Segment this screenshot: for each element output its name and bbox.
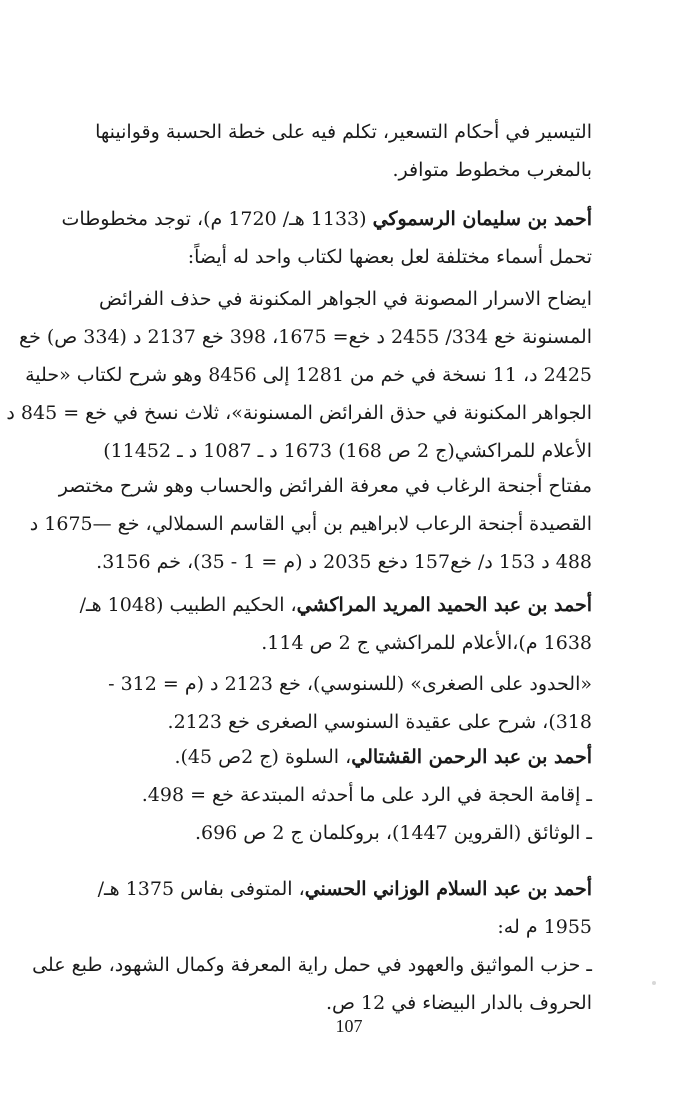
text-line: المسنونة خع 334/ 2455 د خع= 1675، 398 خع 2137 د (334 ص) خع [18,326,592,348]
text-line: تحمل أسماء مختلفة لعل بعضها لكتاب واحد له أيضاً: [187,246,592,268]
text-fragment: ، السلوة (ج 2ص 45). [174,746,352,768]
entry-marrakchi [78,586,618,662]
paragraph-hudud [78,665,618,741]
author-name: أحمد بن عبد الرحمن القشتالي [351,746,592,768]
paragraph-taysir [78,113,618,189]
text-line: بالمغرب مخطوط متوافر. [392,159,592,181]
entry-rasmouki [61,200,618,276]
entry-wazzani [32,870,618,1022]
text-line: ـ حزب المواثيق والعهود في حمل راية المعرفة وكمال الشهود، طبع على [32,954,592,976]
text-line [61,200,618,238]
author-name: أحمد بن عبد الحميد المريد المراكشي [296,594,592,616]
text-line: ايضاح الاسرار المصونة في الجواهر المكنونة في حذف الفرائض [99,288,592,310]
author-name: أحمد بن عبد السلام الوزاني الحسني [304,878,592,900]
page-number: 107 [335,1016,363,1036]
text-line: التيسير في أحكام التسعير، تكلم فيه على خطة الحسبة وقوانينها [95,121,592,143]
scan-speck [652,981,656,985]
text-fragment: ، المتوفى بفاس 1375 هـ/ [97,878,305,900]
text-line: 318)، شرح على عقيدة السنوسي الصغرى خع 2123. [167,711,592,733]
paragraph-miftah [29,467,618,581]
text-line [78,738,618,776]
text-fragment: ، الحكيم الطبيب (1048 هـ/ [79,594,297,616]
paragraph-idah-al-asrar [6,280,618,470]
text-line: 1955 م له: [497,916,592,938]
text-line: الأعلام للمراكشي(ج 2 ص 168) 1673 د ـ 1087 د ـ 11452) [103,440,592,462]
text-line: الحروف بالدار البيضاء في 12 ص. [325,992,592,1014]
author-name: أحمد بن سليمان الرسموكي [372,208,592,230]
text-line: ـ الوثائق (القروين 1447)، بروكلمان ج 2 ص 696. [194,822,592,844]
text-line: ـ إقامة الحجة في الرد على ما أحدثه المبتدعة خع = 498. [141,784,592,806]
text-line: «الحدود على الصغرى» (للسنوسي)، خع 2123 د (م = 312 - [108,673,592,695]
text-line: القصيدة أجنحة الرعاب لابراهيم بن أبي القاسم السملالي، خع —1675 د [29,513,592,535]
text-line [78,586,618,624]
text-line: 1638 م)،الأعلام للمراكشي ج 2 ص 114. [261,632,592,654]
entry-qashtali [78,738,618,852]
text-line: 2425 د، 11 نسخة في خم من 1281 إلى 8456 وهو شرح لكتاب «حلية [25,364,592,386]
text-line: مفتاح أجنحة الرغاب في معرفة الفرائض والحساب وهو شرح مختصر [58,475,592,497]
text-line: الجواهر المكنونة في حذق الفرائض المسنونة»، ثلاث نسخ في خع = 845 د [6,402,592,424]
text-line [78,870,618,908]
text-fragment: (1133 هـ/ 1720 م)، توجد مخطوطات [61,208,373,230]
text-line: 488 د 153 د/ خع157 دخع 2035 د (م = 1 - 35)، خم 3156. [96,551,592,573]
